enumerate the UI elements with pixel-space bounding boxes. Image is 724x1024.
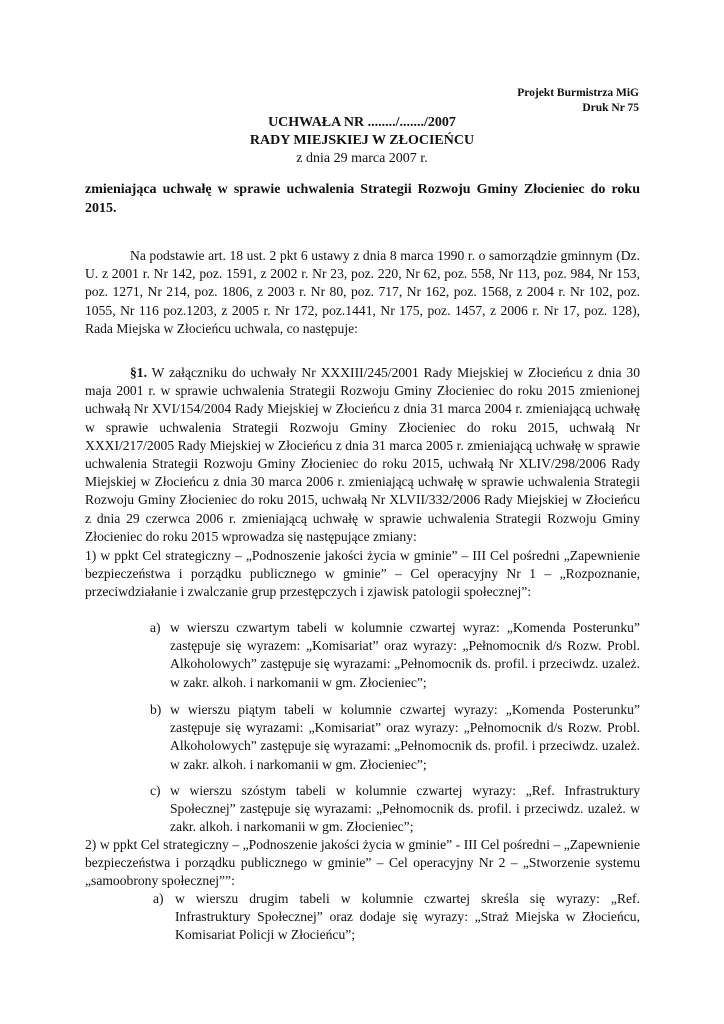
resolution-subject: zmieniająca uchwałę w sprawie uchwalenia Strategii Rozwoju Gminy Złocieniec do roku 2015. bbox=[85, 182, 640, 216]
item-marker: a) bbox=[150, 620, 161, 635]
legal-basis-paragraph: Na podstawie art. 18 ust. 2 pkt 6 ustawy z dnia 8 marca 1990 r. o samorządzie gminnym (Dz. U. z 2001 r. Nr 142, poz. 1591, z 2002 r. Nr 23, poz. 220, Nr 62, poz. 558, Nr 113, poz. 984, Nr 153, poz. 1271, Nr 214, poz. 1806, z 2003 r. Nr 80, poz. 717, Nr 162, poz. 1568, z 2004 r. Nr 102, poz. 1055, Nr 116 poz.1203, z 2005 r. Nr 172, poz.1441, Nr 175, poz. 1457, z 2006 r. Nr 17, poz. 128), Rada Miejska w Złocieńcu uchwala, co następuje: bbox=[85, 248, 640, 336]
point-1-item-a bbox=[150, 619, 640, 692]
resolution-date: z dnia 29 marca 2007 r. bbox=[296, 151, 428, 166]
item-marker: c) bbox=[150, 783, 161, 798]
point-1-paragraph: 1) w ppkt Cel strategiczny – „Podnoszenie jakości życia w gminie” – III Cel pośredni „Zapewnienie bezpieczeństwa i porządku publicznego w gminie” – Cel operacyjny Nr 1 – „Rozpoznanie, przeciwdziałanie i zwalczanie grup przestępczych i zjawisk patologii społecznej”: bbox=[85, 548, 640, 600]
section-1-marker: §1. bbox=[130, 365, 147, 380]
item-text: w wierszu czwartym tabeli w kolumnie czwartej wyraz: „Komenda Posterunku” zastępuje się wyrazem: „Komisariat” oraz wyrazy: „Pełnomocnik d/s Rozw. Probl. Alkoholowych” zastępuje się wyrazami: „Pełnomocnik ds. profil. i przeciwdz. uzależ. w zakr. alkoh. i narkomanii w gm. Złocieniec”; bbox=[170, 620, 640, 690]
project-label: Projekt Burmistrza MiG bbox=[517, 87, 639, 99]
point-2-paragraph: 2) w ppkt Cel strategiczny – „Podnoszenie jakości życia w gminie” - III Cel pośredni – „Zapewnienie bezpieczeństwa i porządku publicznego w gminie” – Cel operacyjny Nr 2 – „Stworzenie systemu „samoobrony społecznej””: bbox=[85, 837, 640, 889]
council-name: RADY MIEJSKIEJ W ZŁOCIEŃCU bbox=[249, 133, 475, 148]
document-header bbox=[517, 86, 639, 116]
item-text: w wierszu drugim tabeli w kolumnie czwartej skreśla się wyrazy: „Ref. Infrastruktury Społecznej” oraz dodaje się wyrazy: „Straż Miejska w Złocieńcu, Komisariat Policji w Złocieńcu”; bbox=[175, 891, 640, 943]
section-1-paragraph bbox=[85, 364, 640, 546]
point-1-item-c bbox=[150, 782, 640, 837]
point-2-item-a bbox=[153, 890, 640, 945]
item-text: w wierszu szóstym tabeli w kolumnie czwartej wyrazy: „Ref. Infrastruktury Społecznej” zastępuje się wyrazami: „Pełnomocnik ds. profil. i przeciwdz. uzależ. w zakr. alkoh. i narkomanii w gm. Złocieniec”; bbox=[170, 783, 640, 835]
print-number: Druk Nr 75 bbox=[582, 102, 639, 114]
section-1-text: W załączniku do uchwały Nr XXXIII/245/2001 Rady Miejskiej w Złocieńcu z dnia 30 maja 2001 r. w sprawie uchwalenia Strategii Rozwoju Gminy Złocieniec do roku 2015 zmienionej uchwałą Nr XVI/154/2004 Rady Miejskiej w Złocieńcu z dnia 31 marca 2004 r. zmieniającą uchwałę w sprawie uchwalenia Strategii Rozwoju Gminy Złocieniec do roku 2015, uchwałą Nr XXXI/217/2005 Rady Miejskiej w Złocieńcu z dnia 31 marca 2005 r. zmieniającą uchwałę w sprawie uchwalenia Strategii Rozwoju Gminy Złocieniec do roku 2015, uchwałą Nr XLIV/298/2006 Rady Miejskiej w Złocieńcu z dnia 30 marca 2006 r. zmieniającą uchwałę w sprawie uchwalenia Strategii Rozwoju Gminy Złocieniec do roku 2015, uchwałą Nr XLVII/332/2006 Rady Miejskiej w Złocieńcu z dnia 29 czerwca 2006 r. zmieniającą uchwałę w sprawie uchwalenia Strategii Rozwoju Gminy Złocieniec do roku 2015 wprowadza się następujące zmiany: bbox=[85, 365, 641, 544]
item-marker: b) bbox=[150, 702, 162, 717]
point-1-item-b bbox=[150, 701, 640, 774]
resolution-number: UCHWAŁA NR ......../......./2007 bbox=[268, 115, 456, 130]
item-marker: a) bbox=[153, 891, 164, 906]
item-text: w wierszu piątym tabeli w kolumnie czwartej wyrazy: „Komenda Posterunku” zastępuje się wyrazami: „Komisariat” oraz wyrazy: „Pełnomocnik d/s Rozw. Probl. Alkoholowych” zastępuje się wyrazami: „Pełnomocnik ds. profil. i przeciwdz. uzależ. w zakr. alkoh. i narkomanii w gm. Złocieniec”; bbox=[170, 702, 640, 772]
